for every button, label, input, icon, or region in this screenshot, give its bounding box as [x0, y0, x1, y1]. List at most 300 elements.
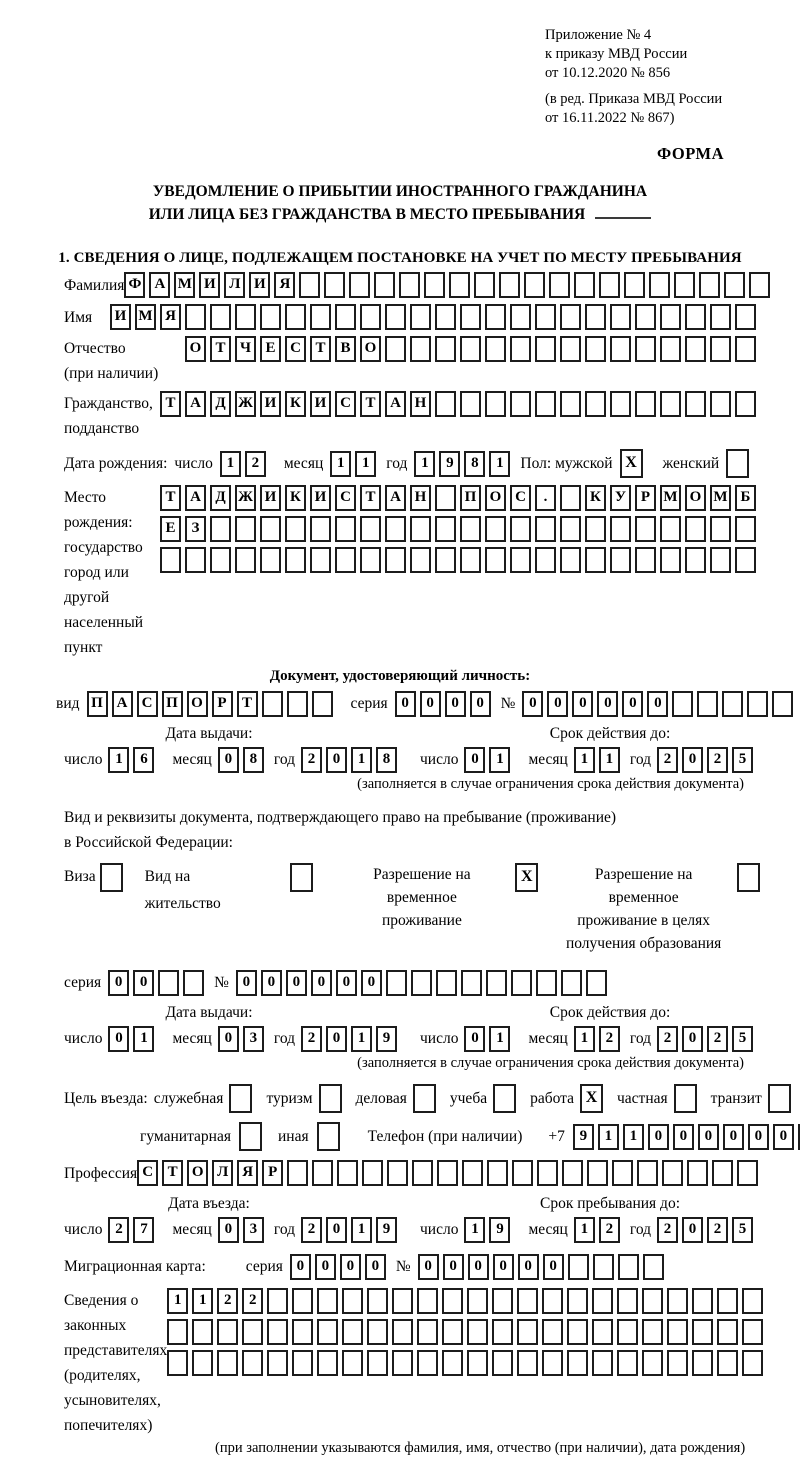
char-cell — [460, 336, 481, 362]
legal-reps-labels — [64, 1288, 167, 1438]
day-label: число — [420, 1030, 459, 1047]
permit-number-label: № — [214, 974, 229, 991]
char-cell — [411, 970, 432, 996]
char-cell: И — [249, 272, 270, 298]
char-cell: 3 — [243, 1026, 264, 1052]
temp-permit-checkbox[interactable] — [515, 863, 538, 892]
char-cell[interactable] — [737, 863, 760, 892]
legal-reps-label-line1: Сведения о — [64, 1292, 139, 1309]
char-cell — [642, 1319, 663, 1345]
char-cell — [310, 547, 331, 573]
char-cell: О — [187, 1160, 208, 1186]
char-cell: Т — [310, 336, 331, 362]
mig-series-cells — [290, 1254, 390, 1280]
doc-series-cells — [395, 691, 495, 717]
char-cell — [387, 1160, 408, 1186]
char-cell: 9 — [573, 1124, 594, 1150]
char-cell: 0 — [464, 747, 485, 773]
char-cell: 1 — [489, 1026, 510, 1052]
char-cell — [599, 272, 620, 298]
char-cell — [617, 1288, 638, 1314]
char-cell: М — [174, 272, 195, 298]
entry-date-line — [64, 1216, 420, 1243]
char-cell: 0 — [340, 1254, 361, 1280]
char-cell: 1 — [108, 747, 129, 773]
char-cell — [735, 336, 756, 362]
birth-year-cells — [414, 451, 514, 477]
purpose-humanitarian-checkbox[interactable] — [239, 1122, 262, 1151]
char-cell: 0 — [622, 691, 643, 717]
surname-row — [64, 272, 760, 299]
char-cell: 0 — [108, 1026, 129, 1052]
char-cell — [749, 272, 770, 298]
char-cell[interactable] — [674, 1084, 697, 1113]
vid-label: вид — [56, 695, 80, 712]
char-cell — [592, 1288, 613, 1314]
legal-reps-cells-row1 — [167, 1288, 767, 1314]
entry-year-cells — [301, 1217, 401, 1243]
char-cell: К — [285, 391, 306, 417]
char-cell: С — [137, 1160, 158, 1186]
char-cell — [772, 691, 793, 717]
birthplace-label-line1: Место рождения: — [64, 489, 133, 531]
char-cell: 0 — [326, 1217, 347, 1243]
purpose-tourism-checkbox[interactable] — [319, 1084, 342, 1113]
char-cell — [567, 1319, 588, 1345]
purpose-business-label: деловая — [355, 1089, 407, 1107]
purpose-official-checkbox[interactable] — [229, 1084, 252, 1113]
char-cell: С — [335, 485, 356, 511]
doc-limit-note: (заполняется в случае ограничения срока действия документа) — [357, 776, 744, 792]
char-cell: 1 — [355, 451, 376, 477]
char-cell — [635, 516, 656, 542]
char-cell — [593, 1254, 614, 1280]
doc-issue-day-cells — [108, 747, 158, 773]
entry-day-cells — [108, 1217, 158, 1243]
char-cell — [610, 547, 631, 573]
char-cell — [562, 1160, 583, 1186]
stay-doc-line2: в Российской Федерации: — [64, 834, 233, 851]
char-cell — [410, 547, 431, 573]
char-cell — [185, 547, 206, 573]
permit-series-cells — [108, 970, 208, 996]
title-blank-underline — [595, 205, 651, 219]
char-cell[interactable] — [319, 1084, 342, 1113]
char-cell[interactable] — [229, 1084, 252, 1113]
char-cell — [517, 1319, 538, 1345]
char-cell — [158, 970, 179, 996]
char-cell — [587, 1160, 608, 1186]
char-cell: Т — [160, 485, 181, 511]
char-cell: 5 — [732, 1026, 753, 1052]
char-cell: 0 — [698, 1124, 719, 1150]
char-cell — [217, 1319, 238, 1345]
char-cell: 5 — [732, 747, 753, 773]
char-cell: 1 — [351, 1026, 372, 1052]
char-cell: А — [112, 691, 133, 717]
char-cell: 2 — [245, 451, 266, 477]
char-cell — [612, 1160, 633, 1186]
char-cell: 3 — [243, 1217, 264, 1243]
purpose-business-checkbox[interactable] — [413, 1084, 436, 1113]
char-cell: К — [585, 485, 606, 511]
char-cell — [685, 391, 706, 417]
char-cell — [742, 1350, 763, 1376]
char-cell: 0 — [464, 1026, 485, 1052]
char-cell — [535, 516, 556, 542]
char-cell — [674, 272, 695, 298]
legal-reps-label-line3: представителях — [64, 1342, 168, 1359]
char-cell — [649, 272, 670, 298]
char-cell: Ч — [235, 336, 256, 362]
char-cell: 1 — [167, 1288, 188, 1314]
char-cell — [317, 1319, 338, 1345]
char-cell: А — [185, 485, 206, 511]
char-cell — [474, 272, 495, 298]
day-label: число — [420, 1221, 459, 1238]
char-cell[interactable] — [100, 863, 123, 892]
sex-male-label: Пол: мужской — [520, 455, 613, 472]
char-cell — [335, 547, 356, 573]
char-cell — [335, 304, 356, 330]
char-cell[interactable]: X — [515, 863, 538, 892]
char-cell — [461, 970, 482, 996]
char-cell — [467, 1319, 488, 1345]
legal-reps-block — [64, 1288, 760, 1438]
form-title-line1: УВЕДОМЛЕНИЕ О ПРИБЫТИИ ИНОСТРАННОГО ГРАЖДАНИНА — [152, 183, 648, 200]
year-label: год — [629, 751, 652, 768]
day-label: число — [420, 751, 459, 768]
char-cell[interactable] — [768, 1084, 791, 1113]
char-cell — [487, 1160, 508, 1186]
char-cell: П — [87, 691, 108, 717]
year-label: год — [273, 1030, 296, 1047]
char-cell — [337, 1160, 358, 1186]
year-label: год — [629, 1030, 652, 1047]
char-cell — [374, 272, 395, 298]
char-cell: 2 — [657, 1217, 678, 1243]
char-cell — [742, 1319, 763, 1345]
patronymic-label — [64, 336, 185, 386]
entry-date-head: Дата въезда: — [168, 1195, 250, 1212]
year-label: год — [273, 1221, 296, 1238]
char-cell: С — [510, 485, 531, 511]
char-cell — [242, 1319, 263, 1345]
char-cell — [535, 391, 556, 417]
char-cell: 1 — [351, 747, 372, 773]
char-cell: 1 — [464, 1217, 485, 1243]
char-cell — [717, 1288, 738, 1314]
char-cell — [386, 970, 407, 996]
char-cell — [310, 304, 331, 330]
temp-edu-checkbox[interactable] — [737, 863, 760, 892]
char-cell — [460, 547, 481, 573]
char-cell: 2 — [301, 1026, 322, 1052]
char-cell — [485, 516, 506, 542]
char-cell: М — [710, 485, 731, 511]
char-cell — [710, 516, 731, 542]
char-cell: М — [660, 485, 681, 511]
char-cell: И — [199, 272, 220, 298]
char-cell — [385, 304, 406, 330]
char-cell: 0 — [218, 1217, 239, 1243]
char-cell — [317, 1350, 338, 1376]
month-label: месяц — [172, 751, 212, 768]
char-cell[interactable] — [290, 863, 313, 892]
char-cell: 0 — [543, 1254, 564, 1280]
char-cell — [592, 1350, 613, 1376]
doc-valid-line — [420, 746, 760, 773]
char-cell — [367, 1288, 388, 1314]
forma-label: ФОРМА — [657, 144, 724, 163]
char-cell — [560, 516, 581, 542]
char-cell — [467, 1288, 488, 1314]
year-label: год — [629, 1221, 652, 1238]
char-cell — [642, 1350, 663, 1376]
char-cell — [586, 970, 607, 996]
char-cell — [267, 1319, 288, 1345]
char-cell[interactable]: X — [620, 449, 643, 478]
char-cell — [435, 304, 456, 330]
legal-reps-cells-row2 — [167, 1319, 767, 1345]
char-cell — [735, 304, 756, 330]
doc-exp-month-cells — [574, 747, 624, 773]
char-cell: Н — [410, 485, 431, 511]
surname-cells — [124, 272, 774, 298]
permit-issue-col — [64, 1004, 420, 1052]
char-cell — [610, 391, 631, 417]
char-cell: 0 — [365, 1254, 386, 1280]
char-cell[interactable] — [239, 1122, 262, 1151]
char-cell: Л — [224, 272, 245, 298]
char-cell — [442, 1288, 463, 1314]
entry-date-col — [64, 1195, 420, 1243]
day-label: число — [64, 1030, 103, 1047]
char-cell — [610, 516, 631, 542]
purpose-humanitarian-label: гуманитарная — [140, 1127, 231, 1145]
permit-dates-block — [64, 1004, 760, 1052]
char-cell: З — [185, 516, 206, 542]
patronymic-row — [64, 336, 760, 386]
permit-exp-day-cells — [464, 1026, 514, 1052]
stay-doc-paragraph — [64, 805, 760, 855]
char-cell — [442, 1319, 463, 1345]
purpose-study-checkbox[interactable] — [493, 1084, 516, 1113]
surname-label: Фамилия — [64, 277, 125, 294]
char-cell — [592, 1319, 613, 1345]
char-cell: В — [335, 336, 356, 362]
purpose-transit-checkbox[interactable] — [768, 1084, 791, 1113]
temp-edu-label-line2: проживание в целях — [577, 912, 710, 929]
char-cell: Т — [162, 1160, 183, 1186]
mig-number-cells — [418, 1254, 668, 1280]
stay-until-line — [420, 1216, 760, 1243]
char-cell: 1 — [133, 1026, 154, 1052]
char-cell — [385, 516, 406, 542]
char-cell — [635, 304, 656, 330]
doc-issue-month-cells — [218, 747, 268, 773]
purpose-other-checkbox[interactable] — [317, 1122, 340, 1151]
char-cell: 2 — [108, 1217, 129, 1243]
char-cell: Я — [237, 1160, 258, 1186]
char-cell — [560, 485, 581, 511]
char-cell — [667, 1288, 688, 1314]
entry-month-cells — [218, 1217, 268, 1243]
doc-number-label: № — [500, 695, 516, 712]
char-cell — [417, 1350, 438, 1376]
citizenship-label — [64, 391, 160, 441]
temp-permit-label-line1: Разрешение на временное — [373, 866, 471, 906]
char-cell — [710, 336, 731, 362]
char-cell — [635, 391, 656, 417]
char-cell: Ж — [235, 391, 256, 417]
purpose-private-checkbox[interactable] — [674, 1084, 697, 1113]
char-cell — [492, 1319, 513, 1345]
permit-exp-month-cells — [574, 1026, 624, 1052]
char-cell — [685, 304, 706, 330]
char-cell: 0 — [748, 1124, 769, 1150]
month-label: месяц — [172, 1030, 212, 1047]
char-cell: И — [260, 485, 281, 511]
char-cell: О — [685, 485, 706, 511]
char-cell — [310, 516, 331, 542]
char-cell — [560, 547, 581, 573]
purpose-transit-label: транзит — [710, 1089, 762, 1107]
char-cell: Т — [360, 391, 381, 417]
char-cell: П — [460, 485, 481, 511]
purpose-work-checkbox[interactable] — [580, 1084, 603, 1113]
char-cell: 2 — [301, 1217, 322, 1243]
char-cell — [292, 1350, 313, 1376]
permit-issue-day-cells — [108, 1026, 158, 1052]
visa-label: Виза — [64, 868, 96, 885]
char-cell — [712, 1160, 733, 1186]
residence-permit-checkbox[interactable] — [290, 863, 313, 892]
sex-male-checkbox[interactable] — [620, 449, 643, 478]
char-cell: С — [335, 391, 356, 417]
char-cell — [485, 304, 506, 330]
char-cell: Е — [260, 336, 281, 362]
birthplace-label-line4: населенный пункт — [64, 614, 144, 656]
birthplace-cells-row1 — [160, 485, 760, 511]
char-cell — [185, 304, 206, 330]
char-cell: 0 — [673, 1124, 694, 1150]
char-cell — [560, 336, 581, 362]
char-cell[interactable] — [317, 1122, 340, 1151]
char-cell — [217, 1350, 238, 1376]
form-title-line2-text: ИЛИ ЛИЦА БЕЗ ГРАЖДАНСТВА В МЕСТО ПРЕБЫВАНИЯ — [148, 206, 586, 223]
char-cell — [235, 304, 256, 330]
char-cell[interactable] — [413, 1084, 436, 1113]
char-cell — [737, 1160, 758, 1186]
char-cell: 1 — [599, 747, 620, 773]
char-cell: А — [385, 391, 406, 417]
char-cell: Ф — [124, 272, 145, 298]
char-cell: О — [185, 336, 206, 362]
char-cell — [360, 516, 381, 542]
appendix-line: к приказу МВД России — [545, 46, 688, 62]
char-cell — [617, 1350, 638, 1376]
char-cell[interactable] — [493, 1084, 516, 1113]
char-cell — [710, 391, 731, 417]
char-cell — [536, 970, 557, 996]
doc-dates-block — [64, 725, 760, 773]
char-cell — [637, 1160, 658, 1186]
visa-checkbox[interactable] — [100, 863, 123, 892]
char-cell: 0 — [336, 970, 357, 996]
patronymic-label-line1: Отчество — [64, 340, 126, 357]
char-cell — [542, 1319, 563, 1345]
char-cell — [462, 1160, 483, 1186]
char-cell — [485, 391, 506, 417]
doc-valid-head: Срок действия до: — [549, 725, 671, 742]
char-cell — [210, 547, 231, 573]
birthplace-cells-col — [160, 485, 760, 578]
char-cell — [585, 391, 606, 417]
legal-reps-label-line6: попечителях) — [64, 1417, 153, 1434]
name-row — [64, 304, 760, 331]
migration-card-row — [64, 1253, 760, 1280]
mig-series-label: серия — [245, 1258, 283, 1275]
stay-doc-line1: Вид и реквизиты документа, подтверждающего право на пребывание (проживание) — [64, 809, 617, 826]
char-cell — [436, 970, 457, 996]
char-cell[interactable]: X — [580, 1084, 603, 1113]
char-cell — [574, 272, 595, 298]
char-cell — [460, 391, 481, 417]
doc-number-cells — [522, 691, 797, 717]
birthdate-row — [64, 449, 760, 478]
char-cell: И — [260, 391, 281, 417]
char-cell: 7 — [133, 1217, 154, 1243]
birthplace-cells-row2 — [160, 516, 760, 542]
char-cell: 0 — [547, 691, 568, 717]
phone-prefix: +7 — [548, 1127, 565, 1145]
char-cell — [417, 1319, 438, 1345]
char-cell: П — [162, 691, 183, 717]
residence-permit-label: Вид на жительство — [144, 868, 221, 912]
appendix-line: Приложение № 4 — [545, 27, 652, 43]
char-cell — [512, 1160, 533, 1186]
char-cell — [460, 304, 481, 330]
char-cell: Н — [410, 391, 431, 417]
char-cell: 8 — [243, 747, 264, 773]
char-cell — [437, 1160, 458, 1186]
char-cell: 0 — [572, 691, 593, 717]
permit-valid-line — [420, 1025, 760, 1052]
permit-series-row — [64, 969, 760, 996]
char-cell — [643, 1254, 664, 1280]
char-cell — [635, 336, 656, 362]
year-label: год — [386, 455, 408, 472]
char-cell — [435, 336, 456, 362]
char-cell — [392, 1319, 413, 1345]
birthplace-block — [64, 485, 760, 660]
purpose-tourism-label: туризм — [266, 1089, 313, 1107]
stay-until-col — [420, 1195, 760, 1243]
char-cell: А — [385, 485, 406, 511]
char-cell[interactable] — [726, 449, 749, 478]
char-cell — [385, 336, 406, 362]
char-cell — [235, 516, 256, 542]
month-label: месяц — [528, 751, 568, 768]
char-cell: 2 — [657, 747, 678, 773]
char-cell — [672, 691, 693, 717]
char-cell: А — [185, 391, 206, 417]
char-cell — [510, 391, 531, 417]
char-cell — [735, 547, 756, 573]
sex-female-checkbox[interactable] — [726, 449, 749, 478]
appendix-edit-line: (в ред. Приказа МВД России — [545, 91, 723, 107]
